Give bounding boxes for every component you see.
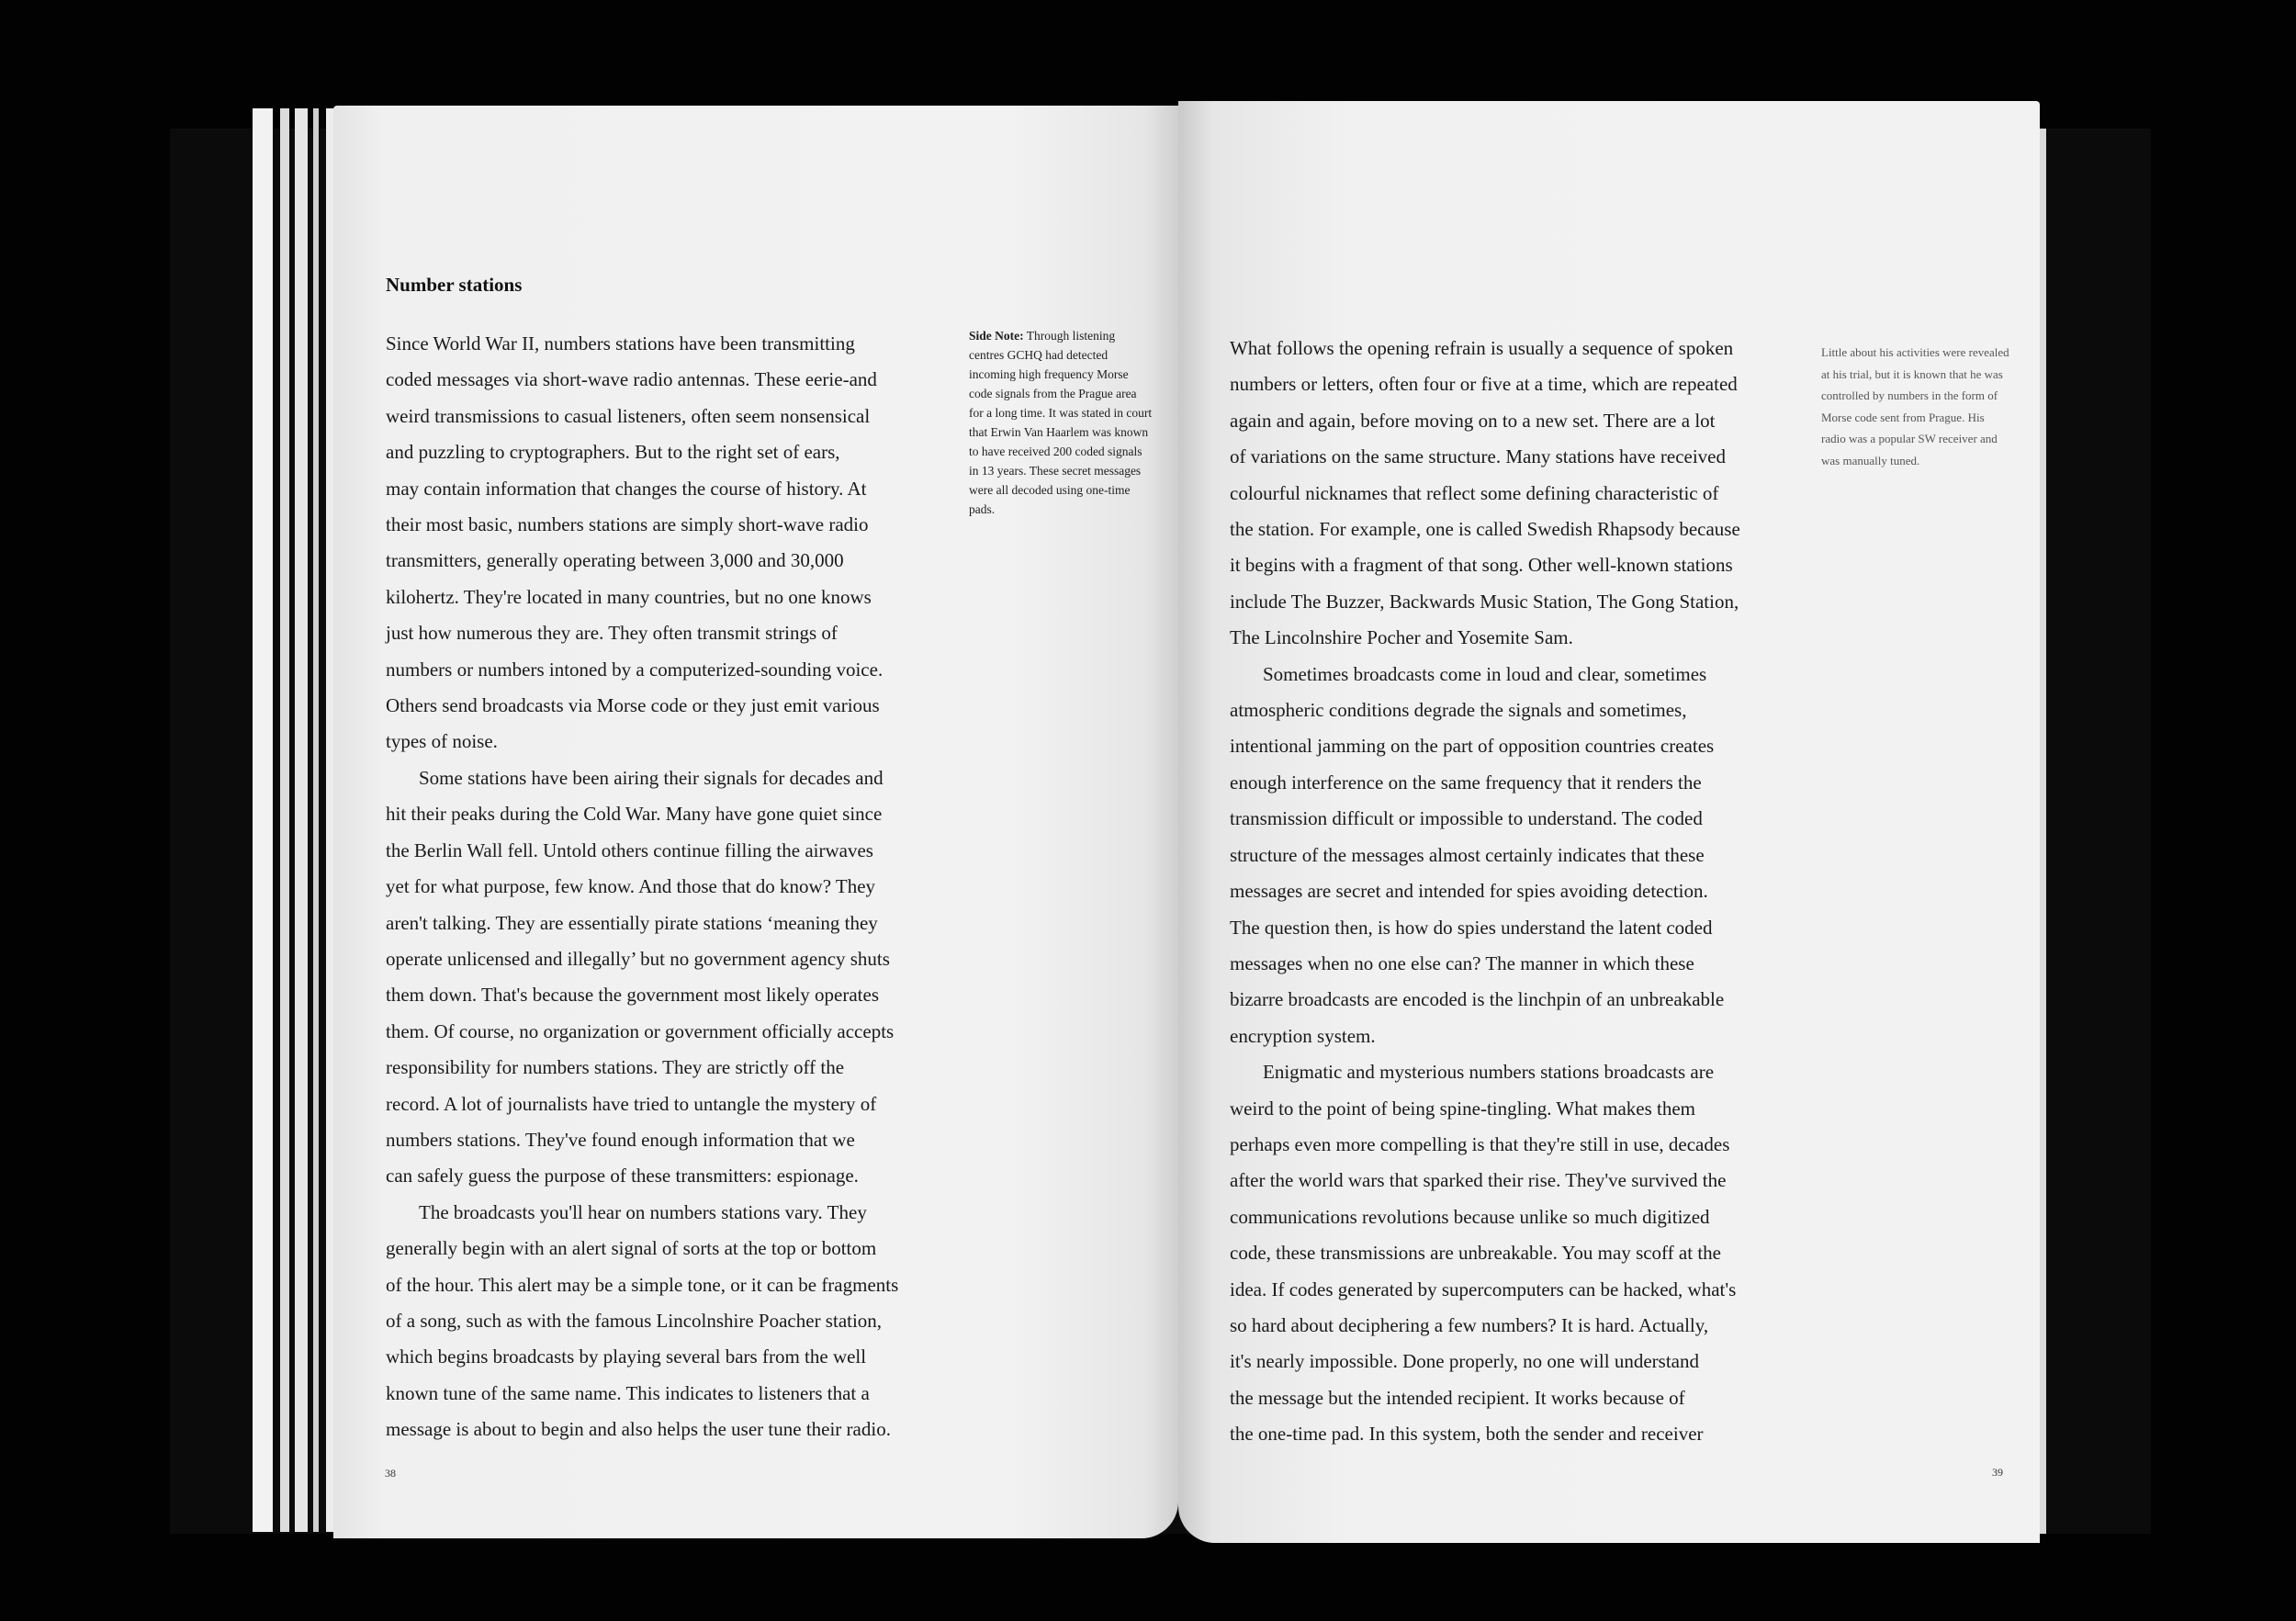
text-line: encryption system. bbox=[1230, 1024, 1376, 1047]
text-line: it begins with a fragment of that song. Other well-known stations bbox=[1230, 554, 1733, 577]
side-note-text: Through listening centres GCHQ had detected incoming high frequency Morse code signals from the Prague area for a long time. It was stated in court that Erwin Van Haarlem was known to have received 200 coded signals in 13 years. These secret messages were all decoded using one-time pads. bbox=[969, 329, 1153, 516]
text-line: messages when no one else can? The manner in which these bbox=[1230, 951, 1694, 974]
text-line: it's nearly impossible. Done properly, no one will understand bbox=[1230, 1350, 1699, 1373]
text-line: the message but the intended recipient. It works because of bbox=[1230, 1386, 1685, 1409]
text-line: Since World War II, numbers stations have been transmitting bbox=[386, 332, 855, 355]
text-line: of a song, such as with the famous Lincolnshire Poacher station, bbox=[386, 1309, 883, 1332]
page-edge-strip bbox=[295, 108, 308, 1532]
side-note bbox=[969, 326, 1153, 519]
text-line: weird transmissions to casual listeners, often seem nonsensical bbox=[386, 404, 871, 427]
side-note-text: Little about his activities were revealed at his trial, but it is known that he was controlled by numbers in the form of Morse code sent from Prague. His radio was a popular SW receiver and was manually tuned. bbox=[1821, 345, 2009, 467]
text-line: Sometimes broadcasts come in loud and clear, sometimes bbox=[1263, 662, 1707, 685]
text-line: and puzzling to cryptographers. But to the right set of ears, bbox=[386, 441, 840, 464]
side-note-label: Side Note: bbox=[969, 329, 1024, 343]
text-line: record. A lot of journalists have tried to untangle the mystery of bbox=[386, 1092, 877, 1115]
right-page bbox=[1178, 101, 2040, 1543]
text-line: the one-time pad. In this system, both the sender and receiver bbox=[1230, 1423, 1704, 1446]
text-line: include The Buzzer, Backwards Music Station, The Gong Station, bbox=[1230, 590, 1739, 613]
text-line: communications revolutions because unlike so much digitized bbox=[1230, 1205, 1710, 1228]
text-line: atmospheric conditions degrade the signals and sometimes, bbox=[1230, 699, 1687, 722]
text-line: colourful nicknames that reflect some defining characteristic of bbox=[1230, 481, 1719, 504]
text-line: The question then, is how do spies understand the latent coded bbox=[1230, 916, 1713, 939]
text-line: What follows the opening refrain is usually a sequence of spoken bbox=[1230, 337, 1734, 359]
left-page bbox=[333, 106, 1178, 1538]
text-line: of the hour. This alert may be a simple tone, or it can be fragments bbox=[386, 1273, 899, 1296]
text-line: kilohertz. They're located in many countries, but no one knows bbox=[386, 585, 872, 608]
text-line: The broadcasts you'll hear on numbers stations vary. They bbox=[419, 1200, 867, 1223]
text-line: which begins broadcasts by playing several bars from the well bbox=[386, 1345, 867, 1368]
text-line: known tune of the same name. This indicates to listeners that a bbox=[386, 1381, 870, 1404]
text-line: Some stations have been airing their signals for decades and bbox=[419, 766, 884, 789]
text-line: Enigmatic and mysterious numbers stations broadcasts are bbox=[1263, 1061, 1715, 1084]
text-line: them down. That's because the government most likely operates bbox=[386, 984, 880, 1007]
text-line: messages are secret and intended for spies avoiding detection. bbox=[1230, 880, 1708, 903]
text-line: hit their peaks during the Cold War. Many have gone quiet since bbox=[386, 803, 883, 826]
text-line: The Lincolnshire Pocher and Yosemite Sam. bbox=[1230, 626, 1573, 649]
right-body-text bbox=[1230, 331, 1818, 1453]
text-line: may contain information that changes the course of history. At bbox=[386, 477, 867, 500]
text-line: aren't talking. They are essentially pirate stations ‘meaning they bbox=[386, 911, 878, 934]
text-line: responsibility for numbers stations. They are strictly off the bbox=[386, 1056, 845, 1079]
text-line: enough interference on the same frequency that it renders the bbox=[1230, 771, 1702, 794]
text-line: bizarre broadcasts are encoded is the linchpin of an unbreakable bbox=[1230, 988, 1725, 1011]
text-line: can safely guess the purpose of these transmitters: espionage. bbox=[386, 1165, 859, 1188]
text-line: numbers or letters, often four or five at a time, which are repeated bbox=[1230, 373, 1738, 396]
page-number: 39 bbox=[1992, 1466, 2003, 1479]
text-line: code, these transmissions are unbreakable. You may scoff at the bbox=[1230, 1242, 1721, 1265]
text-line: transmitters, generally operating between 3,000 and 30,000 bbox=[386, 549, 844, 572]
page-number: 38 bbox=[385, 1467, 396, 1480]
text-line: again and again, before moving on to a new set. There are a lot bbox=[1230, 409, 1716, 432]
text-line: types of noise. bbox=[386, 730, 498, 753]
text-line: idea. If codes generated by supercomputers can be hacked, what's bbox=[1230, 1278, 1737, 1300]
text-line: operate unlicensed and illegally’ but no government agency shuts bbox=[386, 947, 890, 970]
text-line: of variations on the same structure. Many stations have received bbox=[1230, 445, 1726, 468]
page-edge-strip bbox=[280, 108, 289, 1532]
text-line: numbers or numbers intoned by a computerized-sounding voice. bbox=[386, 658, 884, 681]
text-line: intentional jamming on the part of opposition countries creates bbox=[1230, 735, 1715, 758]
text-line: coded messages via short-wave radio antennas. These eerie-and bbox=[386, 368, 877, 391]
text-line: Others send broadcasts via Morse code or they just emit various bbox=[386, 694, 880, 717]
page-edges bbox=[253, 108, 340, 1532]
text-line: structure of the messages almost certainly indicates that these bbox=[1230, 843, 1705, 866]
text-line: weird to the point of being spine-tingling. What makes them bbox=[1230, 1097, 1696, 1120]
side-note-right bbox=[1821, 342, 2009, 471]
text-line: so hard about deciphering a few numbers? It is hard. Actually, bbox=[1230, 1313, 1709, 1336]
text-line: transmission difficult or impossible to understand. The coded bbox=[1230, 807, 1703, 830]
page-edge-strip bbox=[253, 108, 273, 1532]
page-edge-strip bbox=[313, 108, 319, 1532]
text-line: them. Of course, no organization or government officially accepts bbox=[386, 1019, 895, 1042]
text-line: message is about to begin and also helps the user tune their radio. bbox=[386, 1418, 891, 1441]
text-line: generally begin with an alert signal of sorts at the top or bottom bbox=[386, 1237, 877, 1260]
text-line: after the world wars that sparked their rise. They've survived the bbox=[1230, 1169, 1727, 1192]
text-line: just how numerous they are. They often transmit strings of bbox=[386, 622, 838, 645]
text-line: numbers stations. They've found enough information that we bbox=[386, 1128, 855, 1151]
text-line: the station. For example, one is called Swedish Rhapsody because bbox=[1230, 518, 1740, 541]
text-line: perhaps even more compelling is that they're still in use, decades bbox=[1230, 1132, 1730, 1155]
page-heading: Number stations bbox=[386, 274, 523, 296]
text-line: the Berlin Wall fell. Untold others continue filling the airwaves bbox=[386, 839, 873, 861]
left-body-text bbox=[386, 326, 974, 1448]
text-line: their most basic, numbers stations are simply short-wave radio bbox=[386, 513, 869, 536]
text-line: yet for what purpose, few know. And those that do know? They bbox=[386, 875, 876, 898]
